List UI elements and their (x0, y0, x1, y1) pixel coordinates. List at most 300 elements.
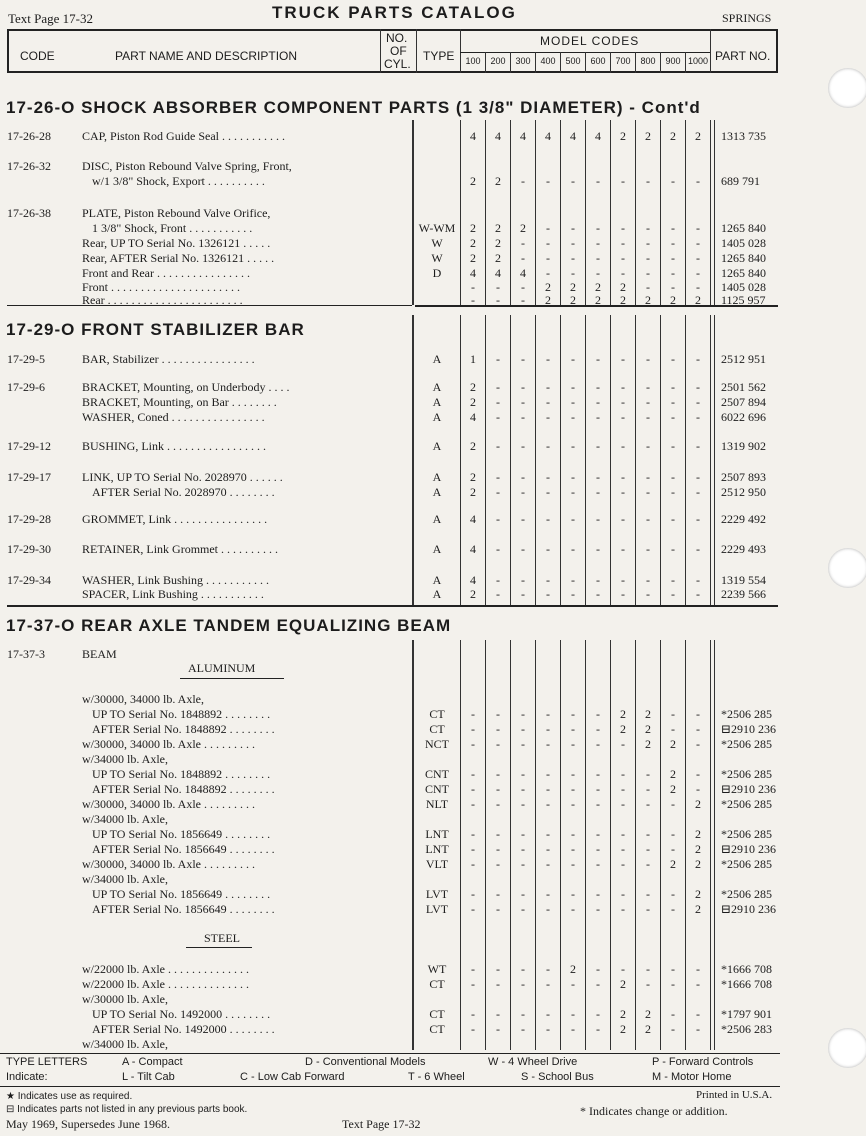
model-qty: - (571, 902, 575, 916)
model-qty: - (546, 827, 550, 841)
part-code: 17-37-3 (7, 647, 45, 661)
part-description: UP TO Serial No. 1492000 . . . . . . . . (92, 1007, 271, 1021)
model-qty: - (621, 352, 625, 366)
part-description: DISC, Piston Rebound Valve Spring, Front, (82, 159, 292, 173)
model-qty: - (571, 1022, 575, 1036)
header-type: TYPE (423, 49, 455, 63)
model-qty: - (496, 722, 500, 736)
model-qty: - (671, 1022, 675, 1036)
model-qty: 2 (620, 977, 626, 991)
header-of: OF (390, 44, 407, 58)
model-qty: 2 (670, 129, 676, 143)
model-qty: - (471, 1007, 475, 1021)
model-qty: - (546, 352, 550, 366)
model-qty: - (646, 439, 650, 453)
model-qty: - (546, 410, 550, 424)
model-qty: 2 (470, 174, 476, 188)
page-ref-bottom: Text Page 17-32 (342, 1117, 421, 1131)
model-qty: - (546, 722, 550, 736)
part-number: 1313 735 (721, 129, 766, 143)
part-description: AFTER Serial No. 1492000 . . . . . . . . (92, 1022, 275, 1036)
model-qty: - (471, 707, 475, 721)
header-model-500: 500 (565, 56, 581, 66)
model-qty: - (471, 280, 475, 294)
model-qty: - (496, 707, 500, 721)
model-qty: 2 (595, 280, 601, 294)
model-qty: - (546, 1007, 550, 1021)
model-qty: - (596, 887, 600, 901)
part-number: *2506 285 (721, 887, 772, 901)
part-code: 17-29-30 (7, 542, 51, 556)
model-qty: - (521, 395, 525, 409)
model-qty: - (646, 797, 650, 811)
type-code: A (432, 587, 442, 601)
model-qty: - (671, 174, 675, 188)
model-qty: - (646, 352, 650, 366)
model-qty: - (646, 573, 650, 587)
model-qty: - (571, 439, 575, 453)
part-number: 2229 493 (721, 542, 766, 556)
part-number: 1405 028 (721, 236, 766, 250)
model-qty: - (671, 352, 675, 366)
page-ref-top: Text Page 17-32 (8, 11, 94, 26)
model-qty: 2 (470, 221, 476, 235)
part-description: BRACKET, Mounting, on Bar . . . . . . . . (82, 395, 277, 409)
type-code: A (432, 542, 442, 556)
model-qty: - (646, 887, 650, 901)
model-qty: - (646, 902, 650, 916)
model-qty: - (696, 470, 700, 484)
model-qty: - (521, 573, 525, 587)
model-qty: - (546, 707, 550, 721)
part-number: 2239 566 (721, 587, 766, 601)
part-description: UP TO Serial No. 1856649 . . . . . . . . (92, 827, 271, 841)
model-qty: - (571, 887, 575, 901)
model-qty: - (696, 1022, 700, 1036)
model-qty: - (671, 827, 675, 841)
part-description: BAR, Stabilizer . . . . . . . . . . . . . . . . (82, 352, 255, 366)
model-qty: - (546, 962, 550, 976)
model-qty: 2 (620, 1022, 626, 1036)
part-code: 17-29-34 (7, 573, 51, 587)
model-qty: 2 (495, 221, 501, 235)
type-code: CNT (425, 782, 449, 796)
type-code: CT (429, 722, 445, 736)
model-qty: - (671, 251, 675, 265)
model-qty: - (521, 977, 525, 991)
model-qty: 2 (470, 380, 476, 394)
model-qty: - (521, 1007, 525, 1021)
model-qty: - (596, 767, 600, 781)
part-description: BUSHING, Link . . . . . . . . . . . . . . . . . (82, 439, 267, 453)
part-number: 1125 957 (721, 293, 766, 307)
model-qty: - (521, 380, 525, 394)
model-qty: - (671, 470, 675, 484)
model-qty: - (671, 485, 675, 499)
model-qty: - (696, 439, 700, 453)
model-qty: - (471, 737, 475, 751)
type-code: A (432, 352, 442, 366)
model-qty: - (646, 857, 650, 871)
model-qty: - (671, 542, 675, 556)
part-number: 1265 840 (721, 251, 766, 265)
model-qty: - (471, 767, 475, 781)
model-qty: 2 (670, 737, 676, 751)
part-description: BEAM (82, 647, 117, 661)
type-code: NCT (425, 737, 449, 751)
model-qty: - (496, 902, 500, 916)
part-number: *1666 708 (721, 977, 772, 991)
model-qty: - (596, 737, 600, 751)
model-qty: 2 (695, 293, 701, 307)
model-qty: - (546, 251, 550, 265)
model-qty: 2 (620, 280, 626, 294)
part-description: GROMMET, Link . . . . . . . . . . . . . . . . (82, 512, 268, 526)
model-qty: - (546, 174, 550, 188)
model-qty: - (571, 573, 575, 587)
model-qty: - (621, 827, 625, 841)
model-qty: - (646, 470, 650, 484)
model-qty: 2 (470, 470, 476, 484)
model-qty: - (621, 797, 625, 811)
model-qty: - (671, 707, 675, 721)
model-qty: - (521, 827, 525, 841)
change-note: * Indicates change or addition. (580, 1104, 728, 1118)
model-qty: - (621, 512, 625, 526)
model-qty: - (596, 1022, 600, 1036)
part-description: SPACER, Link Bushing . . . . . . . . . . . (82, 587, 264, 601)
model-qty: - (696, 395, 700, 409)
model-qty: 2 (695, 797, 701, 811)
type-code-l: L - Tilt Cab (122, 1071, 175, 1083)
part-description: w/1 3/8" Shock, Export . . . . . . . . . . (92, 174, 265, 188)
part-number: *1666 708 (721, 962, 772, 976)
model-qty: 2 (645, 707, 651, 721)
model-qty: 4 (470, 512, 476, 526)
model-qty: - (596, 977, 600, 991)
model-qty: - (696, 977, 700, 991)
model-qty: 2 (570, 293, 576, 307)
model-qty: - (571, 797, 575, 811)
part-number: 1319 554 (721, 573, 766, 587)
model-qty: - (496, 293, 500, 307)
model-qty: - (621, 236, 625, 250)
type-code: CNT (425, 767, 449, 781)
footer-type-letters: TYPE LETTERS (6, 1056, 88, 1068)
model-qty: - (571, 722, 575, 736)
header-no: NO. (386, 31, 408, 45)
subhead-steel: STEEL (204, 931, 240, 945)
model-qty: - (621, 587, 625, 601)
model-qty: - (646, 174, 650, 188)
model-qty: - (471, 902, 475, 916)
model-qty: - (696, 767, 700, 781)
model-qty: 2 (620, 1007, 626, 1021)
model-qty: - (496, 352, 500, 366)
model-qty: - (571, 470, 575, 484)
model-qty: 2 (595, 293, 601, 307)
model-qty: - (546, 470, 550, 484)
type-code: D (432, 266, 442, 280)
part-number: ⊟2910 236 (721, 722, 777, 736)
model-qty: - (596, 542, 600, 556)
model-qty: 2 (670, 293, 676, 307)
model-qty: - (646, 587, 650, 601)
model-qty: - (546, 439, 550, 453)
part-description: UP TO Serial No. 1856649 . . . . . . . . (92, 887, 271, 901)
header-model-400: 400 (540, 56, 556, 66)
part-number: 1319 902 (721, 439, 766, 453)
model-qty: - (471, 842, 475, 856)
part-description: w/30000, 34000 lb. Axle . . . . . . . . . (82, 797, 255, 811)
model-qty: - (621, 573, 625, 587)
part-code: 17-29-17 (7, 470, 51, 484)
model-qty: - (521, 782, 525, 796)
model-qty: - (596, 797, 600, 811)
model-qty: 2 (645, 1022, 651, 1036)
header-model-600: 600 (590, 56, 606, 66)
model-qty: - (671, 573, 675, 587)
model-qty: - (646, 236, 650, 250)
model-qty: 2 (570, 280, 576, 294)
model-qty: - (546, 573, 550, 587)
type-code: A (432, 410, 442, 424)
model-qty: - (671, 587, 675, 601)
model-qty: 2 (470, 395, 476, 409)
part-description: w/30000, 34000 lb. Axle, (82, 692, 204, 706)
punch-hole-middle (828, 548, 866, 588)
part-description: WASHER, Coned . . . . . . . . . . . . . . . . (82, 410, 265, 424)
model-qty: 2 (470, 587, 476, 601)
part-description: AFTER Serial No. 2028970 . . . . . . . . (92, 485, 275, 499)
model-qty: - (696, 280, 700, 294)
model-qty: - (521, 485, 525, 499)
part-code: 17-26-32 (7, 159, 51, 173)
model-qty: - (571, 542, 575, 556)
model-qty: - (521, 439, 525, 453)
type-code: A (432, 485, 442, 499)
model-qty: - (571, 236, 575, 250)
model-qty: - (696, 707, 700, 721)
model-qty: - (671, 887, 675, 901)
model-qty: - (496, 767, 500, 781)
model-qty: - (696, 542, 700, 556)
type-code: CT (429, 977, 445, 991)
model-qty: - (596, 512, 600, 526)
part-description: UP TO Serial No. 1848892 . . . . . . . . (92, 707, 271, 721)
model-qty: - (596, 707, 600, 721)
model-qty: - (621, 266, 625, 280)
model-qty: - (521, 902, 525, 916)
model-qty: - (596, 1007, 600, 1021)
model-qty: - (596, 782, 600, 796)
model-qty: 2 (695, 827, 701, 841)
part-number: 2507 894 (721, 395, 766, 409)
part-description: w/34000 lb. Axle, (82, 1037, 168, 1051)
model-qty: - (696, 1007, 700, 1021)
model-qty: - (696, 410, 700, 424)
part-number: ⊟2910 236 (721, 782, 777, 796)
model-qty: - (596, 266, 600, 280)
section-title-front-stabilizer: 17-29-O FRONT STABILIZER BAR (6, 320, 305, 339)
model-qty: - (496, 395, 500, 409)
model-qty: - (521, 887, 525, 901)
part-number: *2506 285 (721, 857, 772, 871)
model-qty: - (671, 266, 675, 280)
model-qty: - (646, 542, 650, 556)
model-qty: 4 (470, 266, 476, 280)
section-title-shock-absorber: 17-26-O SHOCK ABSORBER COMPONENT PARTS (1 3/8" DIAMETER) - Cont'd (6, 98, 701, 117)
model-qty: - (521, 236, 525, 250)
model-qty: - (621, 962, 625, 976)
model-qty: - (696, 782, 700, 796)
model-qty: - (621, 410, 625, 424)
type-code: W-WM (418, 221, 456, 235)
model-qty: 4 (545, 129, 551, 143)
model-qty: 2 (470, 485, 476, 499)
model-qty: - (521, 797, 525, 811)
model-qty: - (496, 439, 500, 453)
model-qty: - (471, 293, 475, 307)
header-model-1000: 1000 (687, 56, 709, 66)
part-number: ⊟2910 236 (721, 902, 777, 916)
header-model-100: 100 (465, 56, 481, 66)
model-qty: - (621, 782, 625, 796)
model-qty: 2 (470, 236, 476, 250)
model-qty: - (496, 737, 500, 751)
model-qty: - (521, 587, 525, 601)
model-qty: - (671, 902, 675, 916)
part-description: Rear, AFTER Serial No. 1326121 . . . . . (82, 251, 275, 265)
footer-indicate: Indicate: (6, 1071, 48, 1083)
model-qty: 2 (645, 722, 651, 736)
model-qty: - (696, 266, 700, 280)
model-qty: - (471, 1022, 475, 1036)
model-qty: - (496, 573, 500, 587)
part-description: AFTER Serial No. 1856649 . . . . . . . . (92, 842, 275, 856)
model-qty: 2 (545, 293, 551, 307)
category-label: SPRINGS (722, 11, 772, 25)
model-qty: 2 (670, 767, 676, 781)
model-qty: 2 (670, 782, 676, 796)
box-note: ⊟ Indicates parts not listed in any previous parts book. (6, 1104, 248, 1115)
type-code: LNT (425, 842, 449, 856)
model-qty: - (696, 380, 700, 394)
model-qty: - (596, 827, 600, 841)
subhead-aluminum: ALUMINUM (188, 661, 256, 675)
model-qty: 2 (695, 842, 701, 856)
model-qty: - (546, 887, 550, 901)
model-qty: - (571, 842, 575, 856)
model-qty: - (646, 280, 650, 294)
section-title-rear-axle: 17-37-O REAR AXLE TANDEM EQUALIZING BEAM (6, 616, 452, 635)
header-model-200: 200 (490, 56, 506, 66)
part-number: 2512 950 (721, 485, 766, 499)
model-qty: - (596, 410, 600, 424)
type-code-a: A - Compact (122, 1056, 183, 1068)
model-qty: - (496, 380, 500, 394)
model-qty: - (571, 737, 575, 751)
model-qty: - (621, 857, 625, 871)
part-description: w/30000, 34000 lb. Axle . . . . . . . . . (82, 857, 255, 871)
model-qty: - (521, 470, 525, 484)
model-qty: - (571, 266, 575, 280)
part-code: 17-29-5 (7, 352, 45, 366)
model-qty: - (671, 380, 675, 394)
part-description: w/22000 lb. Axle . . . . . . . . . . . . . . (82, 977, 249, 991)
type-code: NLT (425, 797, 449, 811)
model-qty: - (696, 722, 700, 736)
model-qty: - (496, 280, 500, 294)
part-description: Rear . . . . . . . . . . . . . . . . . . . . . . . (82, 293, 243, 307)
part-description: 1 3/8" Shock, Front . . . . . . . . . . . (92, 221, 253, 235)
model-qty: 2 (520, 221, 526, 235)
type-code: A (432, 470, 442, 484)
model-qty: - (496, 962, 500, 976)
model-qty: 2 (645, 293, 651, 307)
type-code: W (431, 251, 443, 265)
model-qty: - (521, 857, 525, 871)
part-description: AFTER Serial No. 1848892 . . . . . . . . (92, 722, 275, 736)
model-qty: - (496, 1007, 500, 1021)
model-qty: 2 (620, 129, 626, 143)
part-code: 17-26-38 (7, 206, 51, 220)
part-number: *2506 285 (721, 797, 772, 811)
model-qty: - (546, 767, 550, 781)
model-qty: - (671, 1007, 675, 1021)
model-qty: 2 (695, 857, 701, 871)
model-qty: - (546, 977, 550, 991)
part-code: 17-26-28 (7, 129, 51, 143)
model-qty: - (696, 962, 700, 976)
model-qty: - (596, 470, 600, 484)
part-number: ⊟2910 236 (721, 842, 777, 856)
model-qty: - (671, 410, 675, 424)
model-qty: - (546, 857, 550, 871)
model-qty: - (546, 221, 550, 235)
model-qty: - (546, 797, 550, 811)
type-code-m: M - Motor Home (652, 1071, 732, 1083)
model-qty: 2 (495, 174, 501, 188)
model-qty: - (496, 410, 500, 424)
model-qty: - (596, 573, 600, 587)
catalog-title: TRUCK PARTS CATALOG (272, 3, 517, 22)
model-qty: - (646, 410, 650, 424)
part-description: RETAINER, Link Grommet . . . . . . . . . . (82, 542, 279, 556)
model-qty: - (496, 470, 500, 484)
model-qty: - (471, 857, 475, 871)
part-description: BRACKET, Mounting, on Underbody . . . . (82, 380, 290, 394)
model-qty: - (571, 587, 575, 601)
model-qty: - (546, 380, 550, 394)
part-code: 17-29-6 (7, 380, 45, 394)
model-qty: 2 (695, 129, 701, 143)
model-qty: - (496, 827, 500, 841)
model-qty: 2 (620, 707, 626, 721)
model-qty: - (521, 174, 525, 188)
part-description: w/30000, 34000 lb. Axle . . . . . . . . . (82, 737, 255, 751)
model-qty: - (471, 962, 475, 976)
model-qty: 2 (645, 1007, 651, 1021)
model-qty: - (546, 266, 550, 280)
model-qty: - (546, 842, 550, 856)
header-cyl: CYL. (384, 57, 411, 71)
model-qty: - (696, 251, 700, 265)
model-qty: - (696, 352, 700, 366)
model-qty: - (496, 842, 500, 856)
model-qty: 4 (495, 266, 501, 280)
type-code-c: C - Low Cab Forward (240, 1071, 345, 1083)
